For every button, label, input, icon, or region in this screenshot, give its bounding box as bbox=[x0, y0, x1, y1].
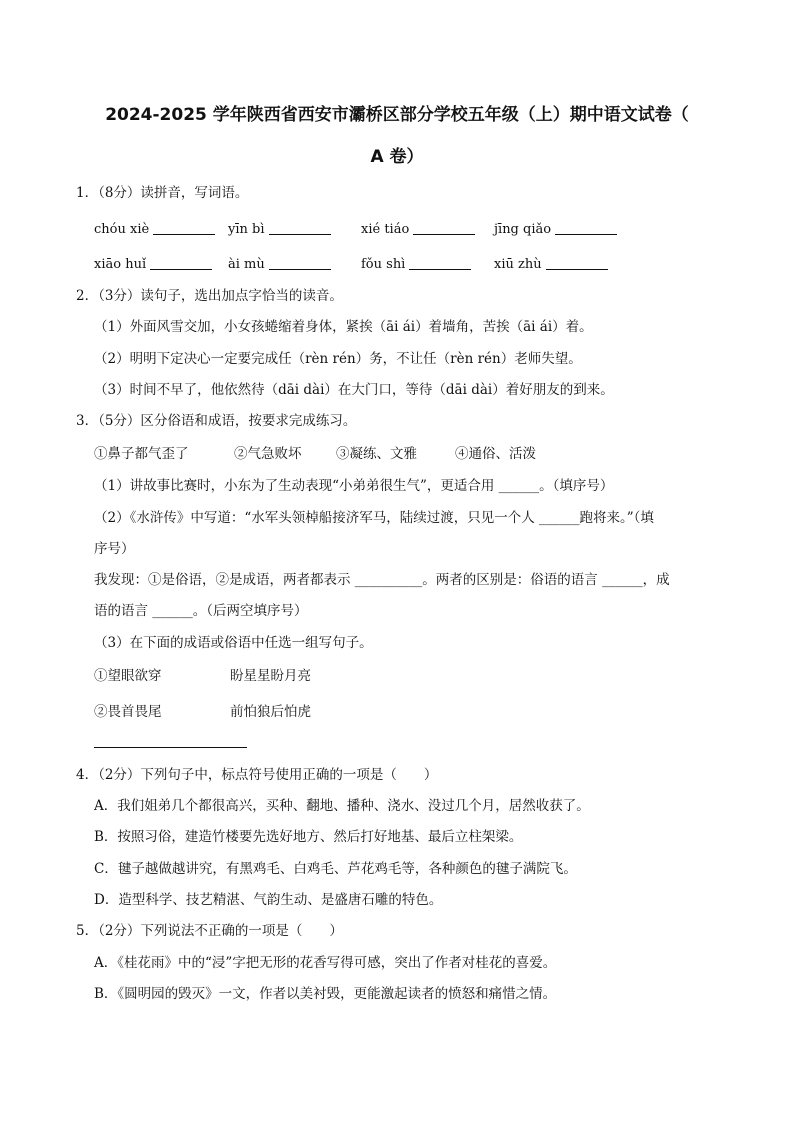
q3-option-4: ④通俗、活泼 bbox=[455, 446, 536, 462]
exam-title-line2: A 卷） bbox=[370, 147, 424, 167]
pinyin-label: jīng qiǎo bbox=[494, 222, 552, 237]
answer-blank bbox=[269, 255, 331, 270]
answer-blank bbox=[153, 220, 215, 235]
pinyin-label: ài mù bbox=[228, 257, 265, 272]
pinyin-label: fǒu shì bbox=[361, 257, 406, 272]
q2-sentence-1: （1）外面风雪交加，小女孩蜷缩着身体，紧挨（āi ái）着墙角，苦挨（āi ái）着。 bbox=[94, 319, 593, 335]
q3-part-1: （1）讲故事比赛时，小东为了生动表现“小弟弟很生气”，更适合用 ______。（填序号） bbox=[94, 478, 614, 494]
answer-blank bbox=[409, 255, 471, 270]
q3-pair-2-saying: 前怕狼后怕虎 bbox=[230, 704, 311, 720]
pinyin-label: yīn bì bbox=[228, 222, 265, 237]
q2-sentence-2: （2）明明下定决心一定要完成任（rèn rén）务，不让任（rèn rén）老师失望。 bbox=[94, 351, 582, 367]
answer-blank bbox=[555, 220, 617, 235]
q3-option-2: ②气急败坏 bbox=[234, 446, 302, 462]
q1-item bbox=[94, 220, 215, 239]
answer-line bbox=[94, 747, 247, 748]
q5-option-a: A．《桂花雨》中的“浸”字把无形的花香写得可感，突出了作者对桂花的喜爱。 bbox=[94, 955, 557, 971]
q5-option-b: B．《圆明园的毁灭》一文，作者以美衬毁，更能激起读者的愤怒和痛惜之情。 bbox=[94, 986, 557, 1002]
q3-part-2: （2）《水浒传》中写道：“水军头领棹船接济军马，陆续过渡，只见一个人 ______跑将来。”（填 bbox=[94, 510, 654, 526]
q4-stem: 4．（2分）下列句子中，标点符号使用正确的一项是（ ） bbox=[76, 767, 438, 783]
q2-stem: 2．（3分）读句子，选出加点字恰当的读音。 bbox=[76, 288, 343, 304]
pinyin-label: xiāo huǐ bbox=[94, 257, 147, 272]
q3-part-2-cont: 序号） bbox=[94, 541, 135, 557]
answer-blank bbox=[413, 220, 475, 235]
q1-item bbox=[228, 220, 331, 239]
q2-sentence-3: （3）时间不早了，他依然待（dāi dài）在大门口，等待（dāi dài）着好朋友的到来。 bbox=[94, 382, 614, 398]
answer-blank bbox=[546, 255, 608, 270]
q4-option-a: A．我们姐弟几个都很高兴，买种、翻地、播种、浇水、没过几个月，居然收获了。 bbox=[94, 798, 590, 814]
q4-option-c: C．毽子越做越讲究，有黑鸡毛、白鸡毛、芦花鸡毛等，各种颜色的毽子满院飞。 bbox=[94, 861, 577, 877]
q1-item bbox=[361, 255, 471, 274]
q3-part-3: （3）在下面的成语或俗语中任选一组写句子。 bbox=[94, 635, 373, 651]
q3-finding: 我发现：①是俗语，②是成语，两者都表示 __________。两者的区别是：俗语的语言 ______，成 bbox=[94, 572, 670, 588]
q3-option-3: ③凝练、文雅 bbox=[336, 446, 417, 462]
answer-blank bbox=[269, 220, 331, 235]
answer-blank bbox=[150, 255, 212, 270]
q1-item bbox=[94, 255, 212, 274]
pinyin-label: chóu xiè bbox=[94, 222, 150, 237]
q4-option-d: D．造型科学、技艺精湛、气韵生动、是盛唐石雕的特色。 bbox=[94, 892, 443, 908]
exam-title-line1: 2024-2025 学年陕西省西安市灞桥区部分学校五年级（上）期中语文试卷（ bbox=[105, 105, 689, 125]
q1-item bbox=[494, 220, 617, 239]
q3-pair-1-saying: 盼星星盼月亮 bbox=[230, 668, 311, 684]
q1-item bbox=[361, 220, 475, 239]
q5-stem: 5．（2分）下列说法不正确的一项是（ ） bbox=[76, 923, 343, 939]
pinyin-label: xié tiáo bbox=[361, 222, 410, 237]
q3-stem: 3．（5分）区分俗语和成语，按要求完成练习。 bbox=[76, 413, 357, 429]
pinyin-label: xiū zhù bbox=[494, 257, 542, 272]
q3-pair-1-idiom: ①望眼欲穿 bbox=[94, 668, 162, 684]
q3-pair-2-idiom: ②畏首畏尾 bbox=[94, 704, 162, 720]
q1-item bbox=[494, 255, 608, 274]
q3-finding-cont: 语的语言 ______。（后两空填序号） bbox=[94, 603, 308, 619]
q3-option-1: ①鼻子都气歪了 bbox=[94, 446, 189, 462]
q4-option-b: B．按照习俗，建造竹楼要先选好地方、然后打好地基、最后立柱架梁。 bbox=[94, 829, 523, 845]
q1-stem: 1．（8分）读拼音，写词语。 bbox=[76, 185, 249, 201]
q1-item bbox=[228, 255, 331, 274]
